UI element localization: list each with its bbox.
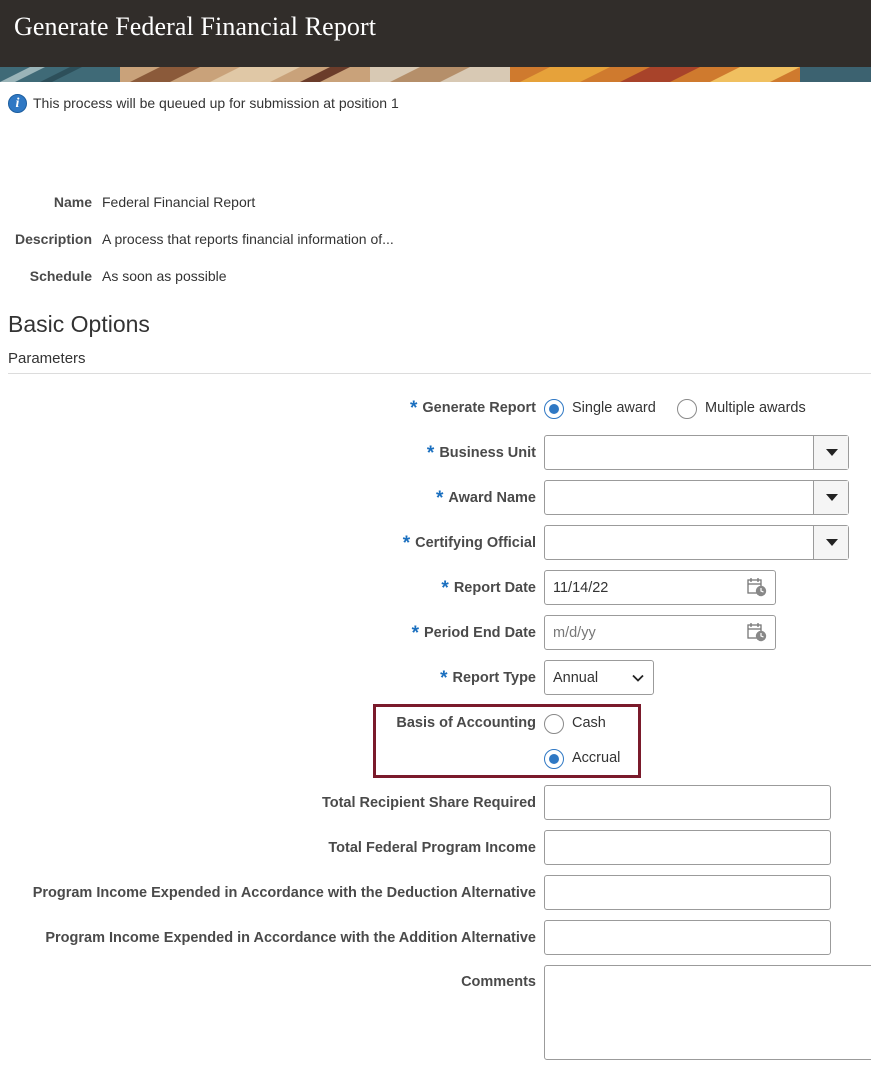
single-award-label[interactable]: Single award <box>572 400 656 416</box>
certifying-official-combobox[interactable] <box>544 525 849 560</box>
calendar-clock-icon[interactable] <box>747 622 767 642</box>
required-indicator: * <box>436 488 444 509</box>
info-message <box>8 93 399 113</box>
multiple-awards-radio[interactable] <box>677 399 697 419</box>
business-unit-label: * Business Unit <box>426 443 536 464</box>
period-end-date-input[interactable] <box>544 615 776 650</box>
report-date-input[interactable] <box>544 570 776 605</box>
title-bar <box>0 0 871 67</box>
total-recipient-share-label: Total Recipient Share Required <box>321 795 536 811</box>
income-deduction-input[interactable] <box>544 875 831 910</box>
section-subtitle: Parameters <box>8 350 86 367</box>
cash-label[interactable]: Cash <box>572 715 606 731</box>
required-indicator: * <box>426 443 435 464</box>
single-award-radio[interactable] <box>544 399 564 419</box>
award-name-combobox[interactable] <box>544 480 849 515</box>
total-federal-program-income-label: Total Federal Program Income <box>328 840 536 856</box>
description-label: Description <box>14 231 92 247</box>
triangle-down-icon[interactable] <box>813 436 848 469</box>
required-indicator: * <box>441 578 449 599</box>
triangle-down-icon[interactable] <box>813 481 848 514</box>
report-date-label: * Report Date <box>441 578 536 599</box>
name-label: Name <box>53 194 92 210</box>
report-date-value: 11/14/22 <box>553 580 609 596</box>
info-icon: i <box>8 94 27 113</box>
schedule-label: Schedule <box>29 268 92 284</box>
required-indicator: * <box>440 668 448 689</box>
chevron-down-icon <box>631 671 645 685</box>
report-type-label: * Report Type <box>440 668 536 689</box>
certifying-official-label: * Certifying Official <box>402 533 536 554</box>
cash-radio[interactable] <box>544 714 564 734</box>
business-unit-combobox[interactable] <box>544 435 849 470</box>
page-title: Generate Federal Financial Report <box>14 12 377 41</box>
divider <box>8 373 871 374</box>
income-deduction-label: Program Income Expended in Accordance with the Deduction Alternative <box>32 885 536 901</box>
period-end-date-placeholder: m/d/yy <box>553 625 596 641</box>
total-federal-program-income-input[interactable] <box>544 830 831 865</box>
report-type-select[interactable] <box>544 660 654 695</box>
comments-textarea[interactable] <box>544 965 871 1060</box>
comments-label: Comments <box>461 974 536 990</box>
income-addition-label: Program Income Expended in Accordance with the Addition Alternative <box>45 930 536 946</box>
accrual-radio[interactable] <box>544 749 564 769</box>
accrual-label[interactable]: Accrual <box>572 750 621 766</box>
basis-of-accounting-label: Basis of Accounting <box>396 715 536 731</box>
triangle-down-icon[interactable] <box>813 526 848 559</box>
name-value: Federal Financial Report <box>102 194 256 210</box>
section-title: Basic Options <box>8 311 150 337</box>
generate-report-label: * Generate Report <box>409 398 536 419</box>
multiple-awards-label[interactable]: Multiple awards <box>705 400 806 416</box>
total-recipient-share-input[interactable] <box>544 785 831 820</box>
report-type-value: Annual <box>553 670 599 686</box>
description-value: A process that reports financial information of... <box>102 231 394 247</box>
required-indicator: * <box>409 398 418 419</box>
required-indicator: * <box>402 533 411 554</box>
required-indicator: * <box>411 623 419 644</box>
award-name-label: * Award Name <box>436 488 536 509</box>
decorative-banner <box>0 67 871 82</box>
info-message-text: This process will be queued up for submission at position 1 <box>33 95 399 111</box>
calendar-clock-icon[interactable] <box>747 577 767 597</box>
period-end-date-label: * Period End Date <box>411 623 536 644</box>
income-addition-input[interactable] <box>544 920 831 955</box>
schedule-value: As soon as possible <box>102 268 227 284</box>
